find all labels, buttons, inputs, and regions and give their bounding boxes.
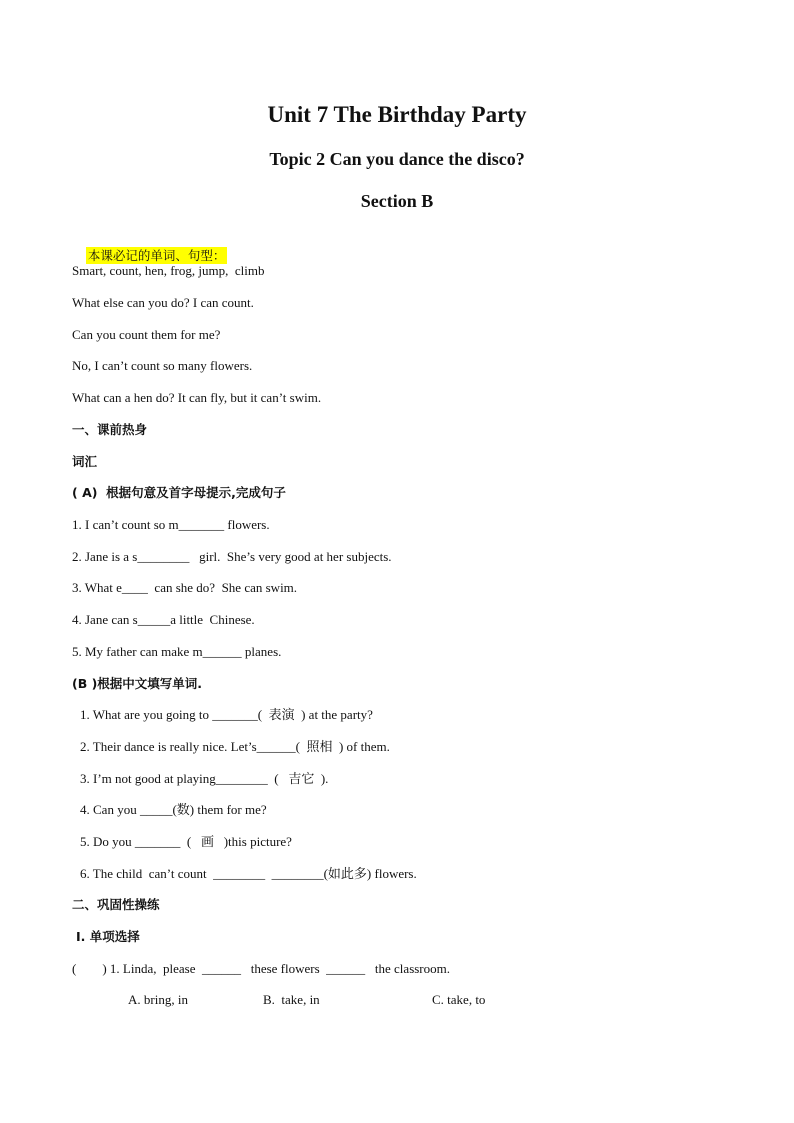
section-title: Section B — [360, 191, 434, 211]
section-b-item-4: 4. Can you _____(数) them for me? — [80, 802, 267, 817]
section-b-item-2: 2. Their dance is really nice. Let’s______( 照相 ) of them. — [80, 739, 390, 754]
key-line-4: No, I can’t count so many flowers. — [72, 358, 253, 373]
part2-subheading: Ⅰ. 单项选择 — [76, 929, 140, 944]
section-b-item-5: 5. Do you _______ ( 画 )this picture? — [80, 834, 292, 849]
key-line-2: What else can you do? I can count. — [72, 295, 254, 310]
mc-option-c: C. take, to — [432, 992, 486, 1007]
unit-title: Unit 7 The Birthday Party — [267, 102, 527, 127]
section-a-item-1: 1. I can’t count so m_______ flowers. — [72, 517, 270, 532]
mc-option-b: B. take, in — [263, 992, 320, 1007]
section-a-item-4: 4. Jane can s_____a little Chinese. — [72, 612, 255, 627]
part1-heading: 一、课前热身 — [72, 422, 148, 437]
section-b-item-1: 1. What are you going to _______( 表演 ) at the party? — [80, 707, 373, 722]
section-a-item-2: 2. Jane is a s________ girl. She’s very good at her subjects. — [72, 549, 392, 564]
key-line-5: What can a hen do? It can fly, but it can’t swim. — [72, 390, 322, 405]
key-line-3: Can you count them for me? — [72, 327, 221, 342]
key-line-1: Smart, count, hen, frog, jump, climb — [72, 263, 265, 278]
mc-question-1: ( ) 1. Linda, please ______ these flowers ______ the classroom. — [72, 961, 451, 976]
topic-title: Topic 2 Can you dance the disco? — [269, 149, 525, 169]
part2-heading: 二、巩固性操练 — [72, 897, 160, 912]
part1-subheading: 词汇 — [72, 454, 98, 469]
section-a-item-3: 3. What e____ can she do? She can swim. — [72, 580, 298, 595]
section-a-item-5: 5. My father can make m______ planes. — [72, 644, 282, 659]
mc-option-a: A. bring, in — [128, 992, 188, 1007]
section-b-title: (B )根据中文填写单词. — [72, 676, 203, 691]
section-b-item-6: 6. The child can’t count ________ ________(如此多) flowers. — [80, 866, 417, 881]
section-a-title: ( A) 根据句意及首字母提示,完成句子 — [72, 485, 286, 500]
section-b-item-3: 3. I’m not good at playing________ ( 吉它 ). — [80, 771, 329, 786]
key-points-highlight: 本课必记的单词、句型： — [87, 248, 226, 263]
